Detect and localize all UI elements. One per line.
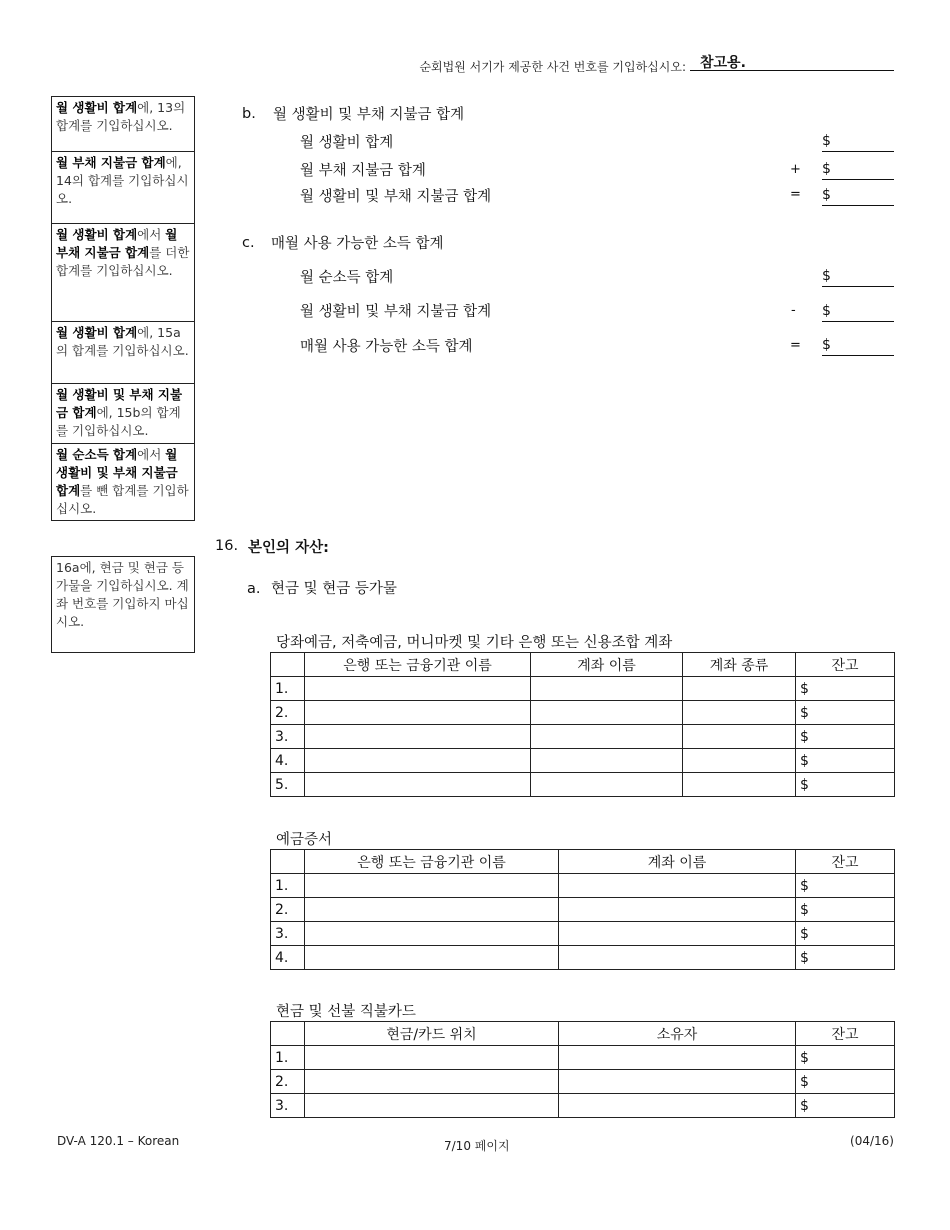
cash-input-cell[interactable]	[305, 1070, 559, 1094]
section-b-row-3-label: 월 생활비 및 부채 지불금 합계	[300, 189, 492, 205]
instruction-text: 를 뺀 합계를 기입하십시오.	[56, 483, 189, 516]
instruction-emphasis: 월 생활비 및 부채 지불금 합계	[56, 387, 183, 420]
accounts-table-caption: 당좌예금, 저축예금, 머니마켓 및 기타 은행 또는 신용조합 계좌	[276, 635, 673, 651]
instruction-emphasis: 월 부채 지불금 합계	[56, 227, 178, 260]
section-16a-letter: a.	[247, 581, 261, 597]
cds-table-row	[271, 922, 895, 946]
instruction-box-15a-total	[51, 223, 195, 322]
cash-col-location: 현금/카드 위치	[305, 1022, 559, 1046]
row-number: 2.	[271, 898, 305, 922]
accounts-input-cell[interactable]	[305, 749, 531, 773]
instruction-text: 에서	[137, 227, 166, 242]
instruction-text: 에, 15a의 합계를 기입하십시오.	[56, 325, 189, 358]
cds-col-account-name: 계좌 이름	[559, 850, 796, 874]
cds-col-institution: 은행 또는 금융기관 이름	[305, 850, 559, 874]
instruction-text: 를 더한 합계를 기입하십시오.	[56, 245, 190, 278]
cds-balance-cell[interactable]: $	[796, 898, 895, 922]
section-b-row-1-amount[interactable]: $	[822, 133, 894, 152]
section-b-row-1-label: 월 생활비 합계	[300, 135, 394, 151]
cds-input-cell[interactable]	[559, 898, 796, 922]
accounts-table-header	[271, 653, 895, 677]
section-c-row-1-label: 월 순소득 합계	[300, 270, 394, 286]
cds-input-cell[interactable]	[559, 946, 796, 970]
section-c-row-3-label: 매월 사용 가능한 소득 합계	[300, 339, 473, 355]
instruction-box-15a-debt	[51, 151, 195, 224]
section-b-row-3-amount[interactable]: $	[822, 187, 894, 206]
row-number: 1.	[271, 1046, 305, 1070]
accounts-table-row	[271, 677, 895, 701]
accounts-col-institution: 은행 또는 금융기관 이름	[305, 653, 531, 677]
accounts-col-number	[271, 653, 305, 677]
accounts-col-balance: 잔고	[796, 653, 895, 677]
section-c-title: 매월 사용 가능한 소득 합계	[271, 236, 444, 252]
section-16-title: 본인의 자산:	[248, 540, 329, 556]
accounts-table-row	[271, 773, 895, 797]
form-id: DV-A 120.1 – Korean	[57, 1134, 180, 1148]
cash-input-cell[interactable]	[305, 1094, 559, 1118]
instruction-box-15b-total	[51, 383, 195, 444]
accounts-input-cell[interactable]	[531, 677, 683, 701]
section-c-row-1-amount[interactable]: $	[822, 268, 894, 287]
section-16-number: 16.	[215, 538, 239, 554]
cash-input-cell[interactable]	[305, 1046, 559, 1070]
cds-input-cell[interactable]	[305, 898, 559, 922]
instruction-box-15a-living	[51, 96, 195, 152]
accounts-balance-cell[interactable]: $	[796, 773, 895, 797]
section-b-letter: b.	[242, 106, 256, 122]
row-number: 2.	[271, 1070, 305, 1094]
cash-col-number	[271, 1022, 305, 1046]
cds-col-balance: 잔고	[796, 850, 895, 874]
row-number: 5.	[271, 773, 305, 797]
accounts-input-cell[interactable]	[683, 773, 796, 797]
instruction-box-16a	[51, 556, 195, 653]
case-number-value: 참고용.	[700, 55, 746, 71]
instruction-emphasis: 월 순소득 합계	[56, 447, 138, 462]
cds-table-caption: 예금증서	[276, 832, 333, 848]
accounts-table-row	[271, 725, 895, 749]
instruction-box-15b-living	[51, 321, 195, 384]
cds-table	[270, 849, 895, 970]
row-number: 1.	[271, 874, 305, 898]
accounts-table-row	[271, 701, 895, 725]
cash-table-header	[271, 1022, 895, 1046]
cash-balance-cell[interactable]: $	[796, 1046, 895, 1070]
cash-table	[270, 1021, 895, 1118]
cds-table-row	[271, 898, 895, 922]
case-number-label: 순회법원 서기가 제공한 사건 번호를 기입하십시오:	[419, 60, 686, 74]
accounts-input-cell[interactable]	[531, 773, 683, 797]
cds-balance-cell[interactable]: $	[796, 946, 895, 970]
instruction-text: 16a에, 현금 및 현금 등가물을 기입하십시오. 계좌 번호를 기입하지 마십시오.	[56, 560, 189, 629]
section-c-row-2-operator: -	[791, 303, 796, 318]
cds-input-cell[interactable]	[559, 922, 796, 946]
cds-balance-cell[interactable]: $	[796, 922, 895, 946]
instruction-text: 에서	[137, 447, 166, 462]
instruction-text: 에, 15b의 합계를 기입하십시오.	[56, 405, 181, 438]
row-number: 4.	[271, 946, 305, 970]
accounts-balance-cell[interactable]: $	[796, 725, 895, 749]
instruction-emphasis: 월 부채 지불금 합계	[56, 155, 166, 170]
accounts-table	[270, 652, 895, 797]
accounts-input-cell[interactable]	[305, 677, 531, 701]
accounts-balance-cell[interactable]: $	[796, 701, 895, 725]
cds-input-cell[interactable]	[305, 874, 559, 898]
section-b-row-2-operator: +	[790, 162, 801, 177]
accounts-balance-cell[interactable]: $	[796, 677, 895, 701]
row-number: 3.	[271, 922, 305, 946]
cds-table-row	[271, 874, 895, 898]
cash-input-cell[interactable]	[559, 1070, 796, 1094]
accounts-input-cell[interactable]	[683, 749, 796, 773]
accounts-table-row	[271, 749, 895, 773]
instruction-text: 에, 13의 합계를 기입하십시오.	[56, 100, 186, 133]
cash-input-cell[interactable]	[559, 1046, 796, 1070]
cds-table-header	[271, 850, 895, 874]
section-b-row-3-operator: =	[790, 187, 801, 202]
row-number: 3.	[271, 1094, 305, 1118]
cash-table-row	[271, 1046, 895, 1070]
cash-col-owner: 소유자	[559, 1022, 796, 1046]
section-c-letter: c.	[242, 235, 255, 251]
section-c-row-2-amount[interactable]: $	[822, 303, 894, 322]
row-number: 2.	[271, 701, 305, 725]
cash-table-row	[271, 1094, 895, 1118]
accounts-input-cell[interactable]	[531, 701, 683, 725]
row-number: 4.	[271, 749, 305, 773]
section-b-title: 월 생활비 및 부채 지불금 합계	[273, 107, 465, 123]
accounts-input-cell[interactable]	[305, 725, 531, 749]
instruction-box-15c	[51, 443, 195, 521]
accounts-col-account-type: 계좌 종류	[683, 653, 796, 677]
accounts-input-cell[interactable]	[305, 701, 531, 725]
cash-table-caption: 현금 및 선불 직불카드	[276, 1004, 416, 1020]
row-number: 1.	[271, 677, 305, 701]
accounts-input-cell[interactable]	[531, 749, 683, 773]
cash-balance-cell[interactable]: $	[796, 1070, 895, 1094]
section-b-row-2-amount[interactable]: $	[822, 161, 894, 180]
accounts-col-account-name: 계좌 이름	[531, 653, 683, 677]
instruction-emphasis: 월 생활비 합계	[56, 325, 138, 340]
section-c-row-3-amount[interactable]: $	[822, 337, 894, 356]
accounts-input-cell[interactable]	[683, 701, 796, 725]
instruction-emphasis: 월 생활비 합계	[56, 100, 138, 115]
section-c-row-2-label: 월 생활비 및 부채 지불금 합계	[300, 304, 492, 320]
cds-balance-cell[interactable]: $	[796, 874, 895, 898]
accounts-input-cell[interactable]	[683, 725, 796, 749]
row-number: 3.	[271, 725, 305, 749]
instruction-emphasis: 월 생활비 합계	[56, 227, 138, 242]
cds-input-cell[interactable]	[559, 874, 796, 898]
revision-date: (04/16)	[850, 1134, 894, 1148]
cash-table-row	[271, 1070, 895, 1094]
cash-col-balance: 잔고	[796, 1022, 895, 1046]
cds-col-number	[271, 850, 305, 874]
cash-balance-cell[interactable]: $	[796, 1094, 895, 1118]
case-number-field[interactable]	[690, 52, 894, 71]
accounts-input-cell[interactable]	[305, 773, 531, 797]
section-16a-title: 현금 및 현금 등가물	[271, 581, 397, 597]
accounts-input-cell[interactable]	[531, 725, 683, 749]
cds-input-cell[interactable]	[305, 946, 559, 970]
instruction-text: 에, 14의 합계를 기입하십시오.	[56, 155, 189, 206]
cash-input-cell[interactable]	[559, 1094, 796, 1118]
instruction-emphasis: 월 생활비 및 부채 지불금 합계	[56, 447, 178, 498]
accounts-input-cell[interactable]	[683, 677, 796, 701]
accounts-balance-cell[interactable]: $	[796, 749, 895, 773]
section-b-row-2-label: 월 부채 지불금 합계	[300, 163, 426, 179]
cds-table-row	[271, 946, 895, 970]
page-number: 7/10 페이지	[444, 1139, 510, 1153]
cds-input-cell[interactable]	[305, 922, 559, 946]
section-c-row-3-operator: =	[790, 338, 801, 353]
